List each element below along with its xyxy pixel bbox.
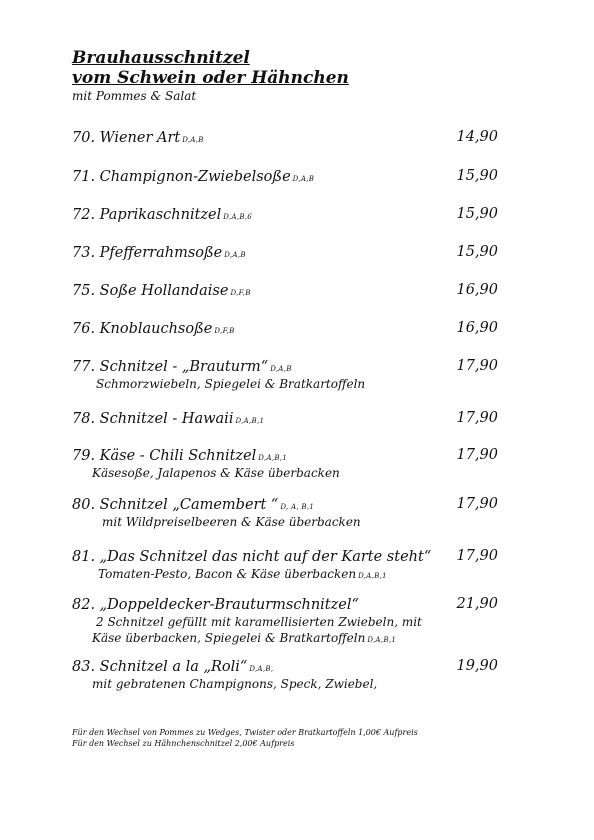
- menu-item: [72, 204, 512, 224]
- menu-item-description: [72, 676, 512, 692]
- menu-item-name: 71. Champignon-Zwiebelsoße: [72, 169, 291, 185]
- menu-item-description: [72, 566, 512, 584]
- menu-subtitle: mit Pommes & Salat: [72, 89, 197, 103]
- menu-item: [72, 280, 512, 300]
- menu-item-allergens: D,F,B: [214, 327, 235, 335]
- menu-item-allergens: D,A,B,: [249, 665, 274, 673]
- menu-item-price: 17,90: [456, 496, 498, 512]
- menu-item-head: [72, 594, 512, 614]
- menu-item-price: 21,90: [456, 596, 498, 612]
- menu-header: [72, 48, 349, 104]
- menu-item-price: 19,90: [456, 658, 498, 674]
- menu-item-price: 15,90: [456, 168, 498, 184]
- menu-item-name: 75. Soße Hollandaise: [72, 283, 229, 299]
- menu-item-head: [72, 546, 512, 566]
- menu-item-price: 17,90: [456, 410, 498, 426]
- menu-item-allergens: D,A,B,6: [223, 213, 253, 221]
- menu-item-name: 82. „Doppeldecker-Brauturmschnitzel“: [72, 597, 359, 613]
- footer-note-2: Für den Wechsel zu Hähnchenschnitzel 2,00€ Aufpreis: [72, 739, 295, 748]
- menu-item-name: 83. Schnitzel a la „Roli“: [72, 659, 248, 675]
- menu-item: [72, 408, 512, 428]
- menu-item-allergens: D,A,B: [270, 365, 292, 373]
- menu-item: [72, 594, 512, 648]
- menu-item: [72, 656, 512, 692]
- menu-item-name: 70. Wiener Art: [72, 130, 181, 146]
- menu-item: [72, 242, 512, 262]
- footer-note-1: Für den Wechsel von Pommes zu Wedges, Twister oder Bratkartoffeln 1,00€ Aufpreis: [72, 728, 418, 737]
- menu-item: [72, 445, 512, 481]
- menu-item-price: 16,90: [456, 282, 498, 298]
- menu-item-head: [72, 242, 512, 262]
- menu-item-allergens: D, A, B,1: [280, 503, 315, 511]
- menu-item-head: [72, 318, 512, 338]
- menu-item-name: 78. Schnitzel - Hawaii: [72, 411, 234, 427]
- menu-item-price: 17,90: [456, 548, 498, 564]
- menu-item-description: [72, 376, 512, 392]
- menu-item-description: [72, 514, 512, 530]
- menu-item-head: [72, 127, 512, 147]
- menu-item-allergens: D,F,B: [230, 289, 251, 297]
- menu-item: [72, 356, 512, 392]
- menu-item-description: [72, 630, 512, 648]
- menu-item-description-text: Käsesoße, Jalapenos & Käse überbacken: [92, 466, 340, 480]
- menu-item-name: 81. „Das Schnitzel das nicht auf der Karte steht“: [72, 549, 432, 565]
- menu-item-head: [72, 656, 512, 676]
- menu-item-head: [72, 408, 512, 428]
- menu-item-name: 80. Schnitzel „Camembert “: [72, 497, 279, 513]
- menu-item-head: [72, 166, 512, 186]
- menu-item-name: 76. Knoblauchsoße: [72, 321, 213, 337]
- menu-item-head: [72, 280, 512, 300]
- menu-item-head: [72, 356, 512, 376]
- menu-item-description-text: mit gebratenen Champignons, Speck, Zwiebel,: [92, 677, 378, 691]
- menu-item-allergens: D,A,B: [182, 136, 204, 144]
- menu-item-name: 72. Paprikaschnitzel: [72, 207, 222, 223]
- menu-item-head: [72, 494, 512, 514]
- menu-item-name: 73. Pfefferrahmsoße: [72, 245, 223, 261]
- menu-item-price: 15,90: [456, 244, 498, 260]
- menu-item-description-text: 2 Schnitzel gefüllt mit karamellisierten Zwiebeln, mit: [96, 615, 422, 629]
- menu-item-description-allergens: D,A,B,1: [358, 572, 387, 580]
- menu-item-description-text: mit Wildpreiselbeeren & Käse überbacken: [102, 515, 361, 529]
- menu-item-description: [72, 614, 512, 630]
- menu-item-name: 79. Käse - Chili Schnitzel: [72, 448, 257, 464]
- menu-item-head: [72, 204, 512, 224]
- menu-item: [72, 546, 512, 584]
- menu-item: [72, 318, 512, 338]
- menu-item: [72, 127, 512, 147]
- menu-title-line-1: Brauhausschnitzel: [72, 48, 250, 68]
- menu-item-allergens: D,A,B: [224, 251, 246, 259]
- menu-title-line-2: vom Schwein oder Hähnchen: [72, 68, 349, 88]
- menu-item: [72, 494, 512, 530]
- menu-item-allergens: D,A,B,1: [258, 454, 288, 462]
- menu-item-description-text: Schmorzwiebeln, Spiegelei & Bratkartoffeln: [96, 377, 366, 391]
- menu-item-price: 17,90: [456, 358, 498, 374]
- menu-item-price: 14,90: [456, 129, 498, 145]
- menu-item-head: [72, 445, 512, 465]
- menu-footer: [72, 727, 418, 749]
- menu-item-name: 77. Schnitzel - „Brauturm“: [72, 359, 269, 375]
- menu-item-price: 15,90: [456, 206, 498, 222]
- menu-item-description-allergens: D,A,B,1: [367, 636, 397, 644]
- menu-item-description-text: Käse überbacken, Spiegelei & Bratkartoffeln: [92, 631, 366, 645]
- menu-item-allergens: D,A,B: [292, 175, 315, 183]
- menu-item-description: [72, 465, 512, 481]
- menu-item-price: 16,90: [456, 320, 498, 336]
- menu-item-allergens: D,A,B,1: [235, 417, 265, 425]
- menu-item-description-text: Tomaten-Pesto, Bacon & Käse überbacken: [98, 567, 357, 581]
- menu-item-price: 17,90: [456, 447, 498, 463]
- menu-item: [72, 166, 512, 186]
